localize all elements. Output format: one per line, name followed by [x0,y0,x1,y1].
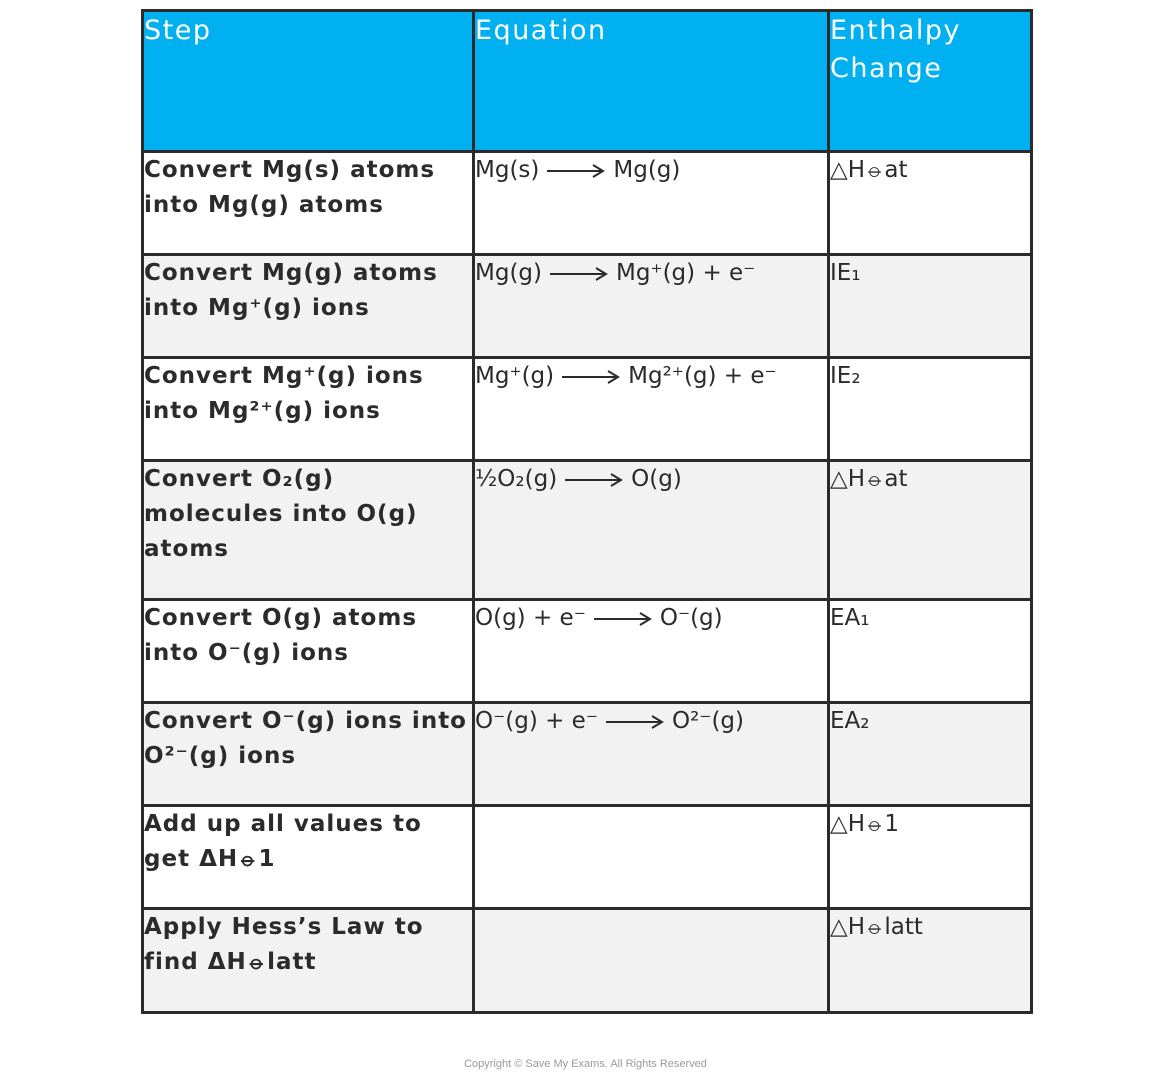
equation-left: O(g) + e⁻ [475,605,586,631]
born-haber-steps-table [141,9,1033,1014]
equation-cell [474,255,829,358]
equation-right: Mg(g) [613,157,681,183]
equation-cell [474,703,829,806]
reaction-arrow-icon [565,473,623,487]
table-row [143,806,1032,909]
table-row [143,600,1032,703]
reaction-arrow-icon [594,612,652,626]
reaction-arrow-icon [562,370,620,384]
enthalpy-cell: IE₁ [829,255,1032,358]
reaction-arrow-icon [606,715,664,729]
table-row [143,909,1032,1013]
step-cell: Convert O⁻(g) ions into O²⁻(g) ions [143,703,474,806]
enthalpy-cell: EA₁ [829,600,1032,703]
equation-cell [474,461,829,600]
equation-right: Mg²⁺(g) + e⁻ [628,363,777,389]
equation-left: Mg(g) [475,260,542,286]
enthalpy-cell: △H⦵latt [829,909,1032,1013]
equation-right: Mg⁺(g) + e⁻ [616,260,756,286]
table-row [143,255,1032,358]
header-equation: Equation [474,11,829,152]
header-row [143,11,1032,152]
step-cell: Apply Hess’s Law to find ΔH⦵latt [143,909,474,1013]
enthalpy-cell: △H⦵1 [829,806,1032,909]
equation-cell [474,358,829,461]
copyright-notice: Copyright © Save My Exams. All Rights Reserved [464,1058,707,1070]
step-cell: Convert Mg(g) atoms into Mg⁺(g) ions [143,255,474,358]
equation-cell [474,152,829,255]
reaction-arrow-icon [550,267,608,281]
step-cell: Add up all values to get ΔH⦵1 [143,806,474,909]
enthalpy-cell: △H⦵at [829,152,1032,255]
enthalpy-cell: △H⦵at [829,461,1032,600]
header-enthalpy-change: Enthalpy Change [829,11,1032,152]
equation-right: O²⁻(g) [671,708,744,734]
step-cell: Convert O(g) atoms into O⁻(g) ions [143,600,474,703]
reaction-arrow-icon [547,164,605,178]
equation-left: ½O₂(g) [475,466,558,492]
table-row [143,152,1032,255]
table-row [143,358,1032,461]
equation-cell [474,909,829,1013]
equation-right: O(g) [631,466,682,492]
enthalpy-cell: IE₂ [829,358,1032,461]
equation-left: Mg⁺(g) [475,363,555,389]
step-cell: Convert Mg(s) atoms into Mg(g) atoms [143,152,474,255]
equation-cell [474,806,829,909]
step-cell: Convert O₂(g) molecules into O(g) atoms [143,461,474,600]
enthalpy-cell: EA₂ [829,703,1032,806]
step-cell: Convert Mg⁺(g) ions into Mg²⁺(g) ions [143,358,474,461]
table-row [143,703,1032,806]
equation-left: O⁻(g) + e⁻ [475,708,598,734]
equation-cell [474,600,829,703]
table-row [143,461,1032,600]
equation-left: Mg(s) [475,157,540,183]
header-step: Step [143,11,474,152]
equation-right: O⁻(g) [659,605,723,631]
